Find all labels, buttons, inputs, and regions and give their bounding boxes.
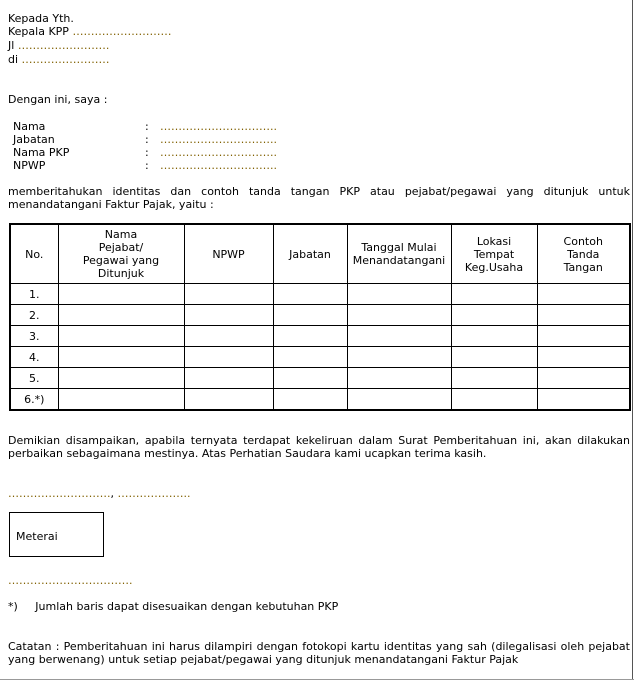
footnote-marker: *) — [8, 600, 18, 613]
signature-line — [8, 574, 133, 587]
cell-jabatan[interactable] — [273, 389, 347, 411]
address-street — [8, 39, 109, 52]
address-city — [8, 53, 110, 66]
address-city-label: di — [8, 53, 19, 66]
cell-jabatan[interactable] — [273, 368, 347, 389]
header-nama — [58, 224, 184, 284]
table-row — [10, 389, 630, 411]
cell-jabatan[interactable] — [273, 326, 347, 347]
field-nama-pkp-colon: : — [145, 146, 149, 159]
place-dots: ………………………. — [8, 487, 111, 500]
row-number: 5. — [10, 368, 58, 389]
field-jabatan-label: Jabatan — [13, 133, 55, 146]
footnote-text: Jumlah baris dapat disesuaikan dengan kebutuhan PKP — [35, 600, 339, 613]
signatory-table — [9, 223, 631, 411]
date-dots: ……………….. — [117, 487, 191, 500]
cell-lokasi[interactable] — [451, 368, 537, 389]
cell-nama[interactable] — [58, 326, 184, 347]
table-row — [10, 284, 630, 305]
cell-lokasi[interactable] — [451, 305, 537, 326]
cell-tanggal[interactable] — [347, 368, 451, 389]
cell-tanda-tangan[interactable] — [537, 389, 630, 411]
row-number: 3. — [10, 326, 58, 347]
field-nama-pkp-dots: ………………………….. — [160, 146, 277, 159]
field-nama-colon: : — [145, 120, 149, 133]
header-lokasi — [451, 224, 537, 284]
row-number: 1. — [10, 284, 58, 305]
address-street-dots: ……………………. — [17, 39, 110, 52]
row-number: 4. — [10, 347, 58, 368]
cell-nama[interactable] — [58, 284, 184, 305]
address-city-dots: …………………… — [21, 53, 110, 66]
cell-npwp[interactable] — [184, 284, 273, 305]
cell-lokasi[interactable] — [451, 389, 537, 411]
address-kpp-label: Kepala KPP — [8, 25, 69, 38]
address-kpp — [8, 25, 171, 38]
field-nama-label: Nama — [13, 120, 46, 133]
header-tanggal — [347, 224, 451, 284]
cell-npwp[interactable] — [184, 305, 273, 326]
header-no: No. — [10, 224, 58, 284]
header-nama-text: Nama Pejabat/ Pegawai yang Ditunjuk — [82, 228, 160, 280]
table-row — [10, 347, 630, 368]
address-street-label: Jl — [8, 39, 15, 52]
row-number: 6.*) — [10, 389, 58, 411]
cell-tanggal[interactable] — [347, 305, 451, 326]
place-date — [8, 487, 191, 500]
cell-lokasi[interactable] — [451, 347, 537, 368]
table-header-row — [10, 224, 630, 284]
cell-tanggal[interactable] — [347, 284, 451, 305]
cell-jabatan[interactable] — [273, 284, 347, 305]
field-npwp-colon: : — [145, 159, 149, 172]
cell-npwp[interactable] — [184, 368, 273, 389]
cell-npwp[interactable] — [184, 326, 273, 347]
stamp-label: Meterai — [16, 530, 58, 543]
statement-text: memberitahukan identitas dan contoh tanda tangan PKP atau pejabat/pegawai yang ditunjuk untuk menandatangani Faktur Pajak, yaitu : — [8, 185, 630, 211]
cell-tanggal[interactable] — [347, 347, 451, 368]
footnote — [8, 600, 338, 613]
cell-jabatan[interactable] — [273, 347, 347, 368]
cell-tanggal[interactable] — [347, 389, 451, 411]
header-contoh — [537, 224, 630, 284]
header-jabatan: Jabatan — [273, 224, 347, 284]
field-jabatan-colon: : — [145, 133, 149, 146]
cell-nama[interactable] — [58, 305, 184, 326]
field-npwp-dots: ………………………….. — [160, 159, 277, 172]
address-kpp-dots: ……………………… — [72, 25, 172, 38]
cell-npwp[interactable] — [184, 347, 273, 368]
cell-tanggal[interactable] — [347, 326, 451, 347]
header-lokasi-text: Lokasi Tempat Keg.Usaha — [464, 234, 524, 274]
field-nama-dots: ………………………….. — [160, 120, 277, 133]
intro-text: Dengan ini, saya : — [8, 93, 108, 106]
cell-lokasi[interactable] — [451, 284, 537, 305]
header-tanggal-text: Tanggal Mulai Menandatangani — [352, 241, 446, 267]
place-date-separator: , — [110, 487, 114, 500]
cell-lokasi[interactable] — [451, 326, 537, 347]
table-row — [10, 326, 630, 347]
cell-jabatan[interactable] — [273, 305, 347, 326]
cell-tanda-tangan[interactable] — [537, 347, 630, 368]
field-nama-pkp-label: Nama PKP — [13, 146, 70, 159]
cell-tanda-tangan[interactable] — [537, 368, 630, 389]
table-row — [10, 305, 630, 326]
header-contoh-text: Contoh Tanda Tangan — [563, 234, 603, 274]
cell-npwp[interactable] — [184, 389, 273, 411]
stamp-box — [9, 512, 104, 557]
field-npwp-label: NPWP — [13, 159, 46, 172]
address-salutation: Kepada Yth. — [8, 12, 74, 25]
cell-nama[interactable] — [58, 389, 184, 411]
cell-nama[interactable] — [58, 368, 184, 389]
table-row — [10, 368, 630, 389]
cell-tanda-tangan[interactable] — [537, 326, 630, 347]
header-npwp: NPWP — [184, 224, 273, 284]
note-text: Catatan : Pemberitahuan ini harus dilampiri dengan fotokopi kartu identitas yang sah (dilegalisasi oleh pejabat yang berwenang) untuk setiap pejabat/pegawai yang ditunjuk menandatangani Faktur Pajak — [8, 640, 630, 666]
cell-tanda-tangan[interactable] — [537, 284, 630, 305]
cell-nama[interactable] — [58, 347, 184, 368]
page-border-right — [632, 0, 633, 680]
field-jabatan-dots: ………………………….. — [160, 133, 277, 146]
row-number: 2. — [10, 305, 58, 326]
closing-text: Demikian disampaikan, apabila ternyata terdapat kekeliruan dalam Surat Pemberitahuan ini, akan dilakukan perbaikan sebagaimana mestinya. Atas Perhatian Saudara kami ucapkan terima kasih. — [8, 434, 630, 460]
cell-tanda-tangan[interactable] — [537, 305, 630, 326]
signature-dots: ……………………………. — [8, 574, 133, 587]
